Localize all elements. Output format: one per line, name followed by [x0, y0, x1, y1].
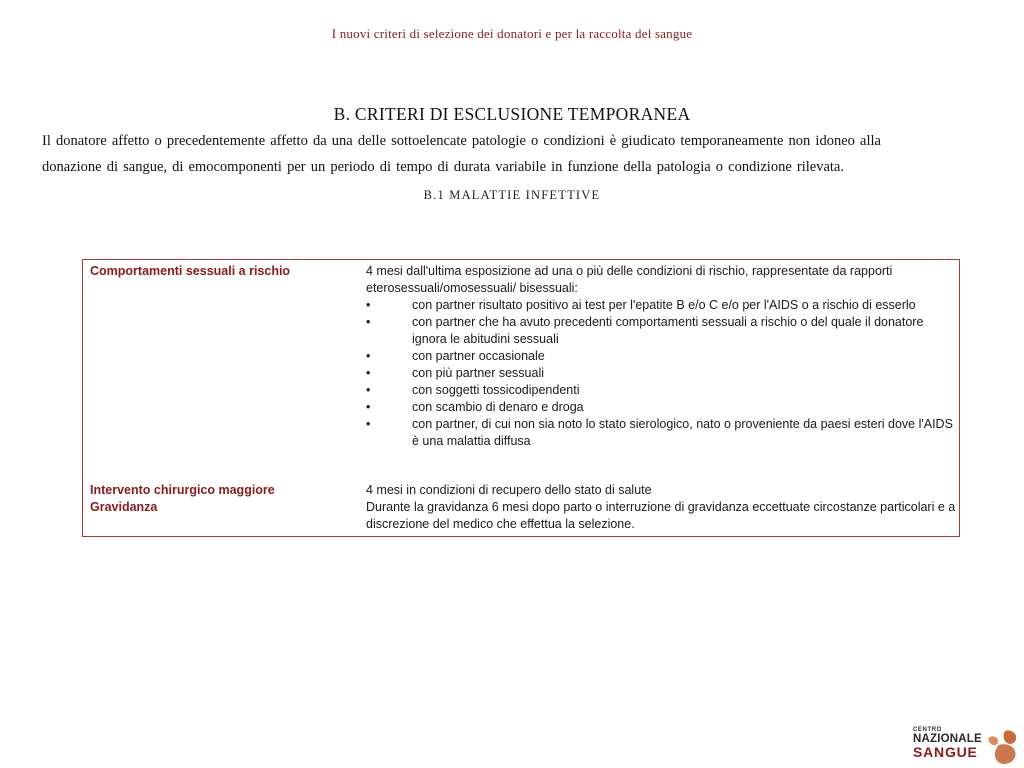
intro-paragraph [42, 128, 987, 180]
row-label-pregnancy: Gravidanza [90, 500, 158, 514]
list-item: • con partner, di cui non sia noto lo stato sierologico, nato o proveniente da paesi esteri dove l'AIDS è una malattia diffusa [366, 417, 953, 448]
row-label: Comportamenti sessuali a rischio [90, 264, 291, 278]
list-item: • con più partner sessuali [366, 366, 545, 380]
pregnancy-text: Durante la gravidanza 6 mesi dopo parto o interruzione di gravidanza eccettuate circostanze particolari e a discrezione del medico che effettua la selezione. [366, 500, 956, 531]
subsection-title: B.1 MALATTIE INFETTIVE [423, 188, 601, 202]
row-label-surgery: Intervento chirurgico maggiore [90, 483, 275, 497]
criteria-table [82, 259, 960, 537]
intro-line-2: donazione di sangue, di emocomponenti per un periodo di tempo di durata variabile in funzione della patologia o condizione rilevata. [42, 159, 844, 175]
bullet-icon: • [366, 349, 371, 363]
logo-wordmark [913, 727, 993, 759]
bullet-icon: • [366, 400, 371, 414]
row-content [366, 482, 956, 533]
bullet-icon: • [366, 417, 371, 431]
row-lead-text: 4 mesi dall'ultima esposizione ad una o più delle condizioni di rischio, rappresentate da rapporti eterosessuali/omosessuali/ bisessuali: [366, 264, 893, 295]
risk-conditions-list [366, 297, 956, 450]
row-content [366, 263, 956, 450]
bullet-icon: • [366, 298, 371, 312]
logo-line-2: NAZIONALE [913, 733, 982, 745]
surgery-text: 4 mesi in condizioni di recupero dello stato di salute [366, 483, 652, 497]
row-label [90, 482, 340, 516]
list-item: • con soggetti tossicodipendenti [366, 383, 580, 397]
list-item: • con scambio di denaro e droga [366, 400, 584, 414]
bullet-icon: • [366, 366, 371, 380]
list-item: • con partner occasionale [366, 349, 545, 363]
figure-icon [985, 727, 1021, 765]
bullet-icon: • [366, 315, 371, 329]
logo-line-3: SANGUE [913, 744, 978, 760]
bullet-icon: • [366, 383, 371, 397]
list-item: • con partner risultato positivo ai test per l'epatite B e/o C e/o per l'AIDS o a rischio di esserlo [366, 298, 916, 312]
page-header: I nuovi criteri di selezione dei donatori e per la raccolta del sangue [331, 26, 693, 41]
section-title: B. CRITERI DI ESCLUSIONE TEMPORANEA [333, 104, 691, 124]
centro-nazionale-sangue-logo [913, 727, 1021, 765]
intro-line-1: Il donatore affetto o precedentemente affetto da una delle sottoelencate patologie o condizioni è giudicato temporaneamente non idoneo alla [42, 133, 881, 149]
logo-line-1: CENTRO [913, 727, 942, 733]
list-item: • con partner che ha avuto precedenti comportamenti sessuali a rischio o del quale il donatore ignora le abitudini sessuali [366, 315, 924, 346]
